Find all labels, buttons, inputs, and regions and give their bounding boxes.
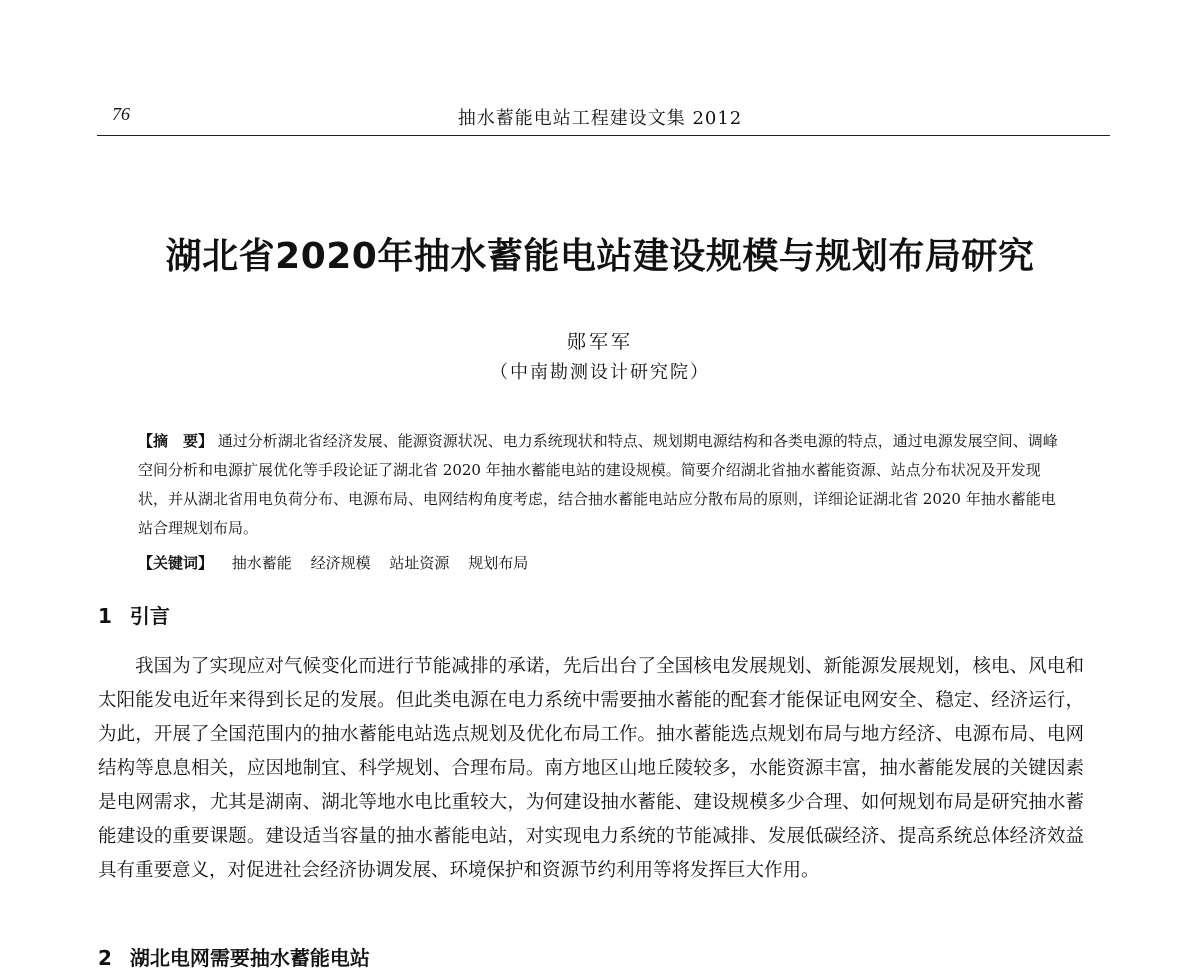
section-number: 1 bbox=[98, 604, 112, 628]
abstract bbox=[138, 427, 1058, 543]
keyword: 抽水蓄能 bbox=[231, 554, 292, 572]
abstract-label: 【摘 要】 bbox=[138, 432, 214, 450]
body-paragraph: 我国为了实现应对气候变化而进行节能减排的承诺，先后出台了全国核电发展规划、新能源发展规划，核电、风电和太阳能发电近年来得到长足的发展。但此类电源在电力系统中需要抽水蓄能的配套才能保证电网安全、稳定、经济运行，为此，开展了全国范围内的抽水蓄能电站选点规划及优化布局工作。抽水蓄能选点规划布局与地方经济、电源布局、电网结构等息息相关，应因地制宜、科学规划、合理布局。南方地区山地丘陵较多，水能资源丰富，抽水蓄能发展的关键因素是电网需求，尤其是湖南、湖北等地水电比重较大，为何建设抽水蓄能、建设规模多少合理、如何规划布局是研究抽水蓄能建设的重要课题。建设适当容量的抽水蓄能电站，对实现电力系统的节能减排、发展低碳经济、提高系统总体经济效益具有重要意义，对促进社会经济协调发展、环境保护和资源节约利用等将发挥巨大作用。 bbox=[98, 656, 1084, 881]
article-title: 湖北省2020年抽水蓄能电站建设规模与规划布局研究 bbox=[165, 236, 1035, 277]
page-number: 76 bbox=[112, 104, 130, 124]
author-affiliation: （中南勘测设计研究院） bbox=[490, 362, 710, 383]
keywords bbox=[138, 552, 528, 574]
abstract-text: 通过分析湖北省经济发展、能源资源状况、电力系统现状和特点、规划期电源结构和各类电源的特点，通过电源发展空间、调峰空间分析和电源扩展优化等手段论证了湖北省 2020 年抽水蓄能电站的建设规模。简要介绍湖北省抽水蓄能资源、站点分布状况及开发现状，并从湖北省用电负荷分布、电源布局、电网结构角度考虑，结合抽水蓄能电站应分散布局的原则，详细论证湖北省 2020 年抽水蓄能电站合理规划布局。 bbox=[138, 432, 1058, 537]
keyword: 站址资源 bbox=[389, 554, 450, 572]
author-name: 郧军军 bbox=[566, 331, 633, 353]
header-rule bbox=[97, 135, 1110, 136]
keywords-label: 【关键词】 bbox=[138, 554, 214, 572]
section-title: 湖北电网需要抽水蓄能电站 bbox=[129, 946, 370, 970]
section-number: 2 bbox=[98, 946, 112, 970]
keyword: 经济规模 bbox=[310, 554, 371, 572]
section-title: 引言 bbox=[129, 604, 170, 628]
running-header: 抽水蓄能电站工程建设文集 2012 bbox=[457, 108, 743, 129]
keyword: 规划布局 bbox=[468, 554, 529, 572]
section-heading bbox=[98, 600, 170, 629]
